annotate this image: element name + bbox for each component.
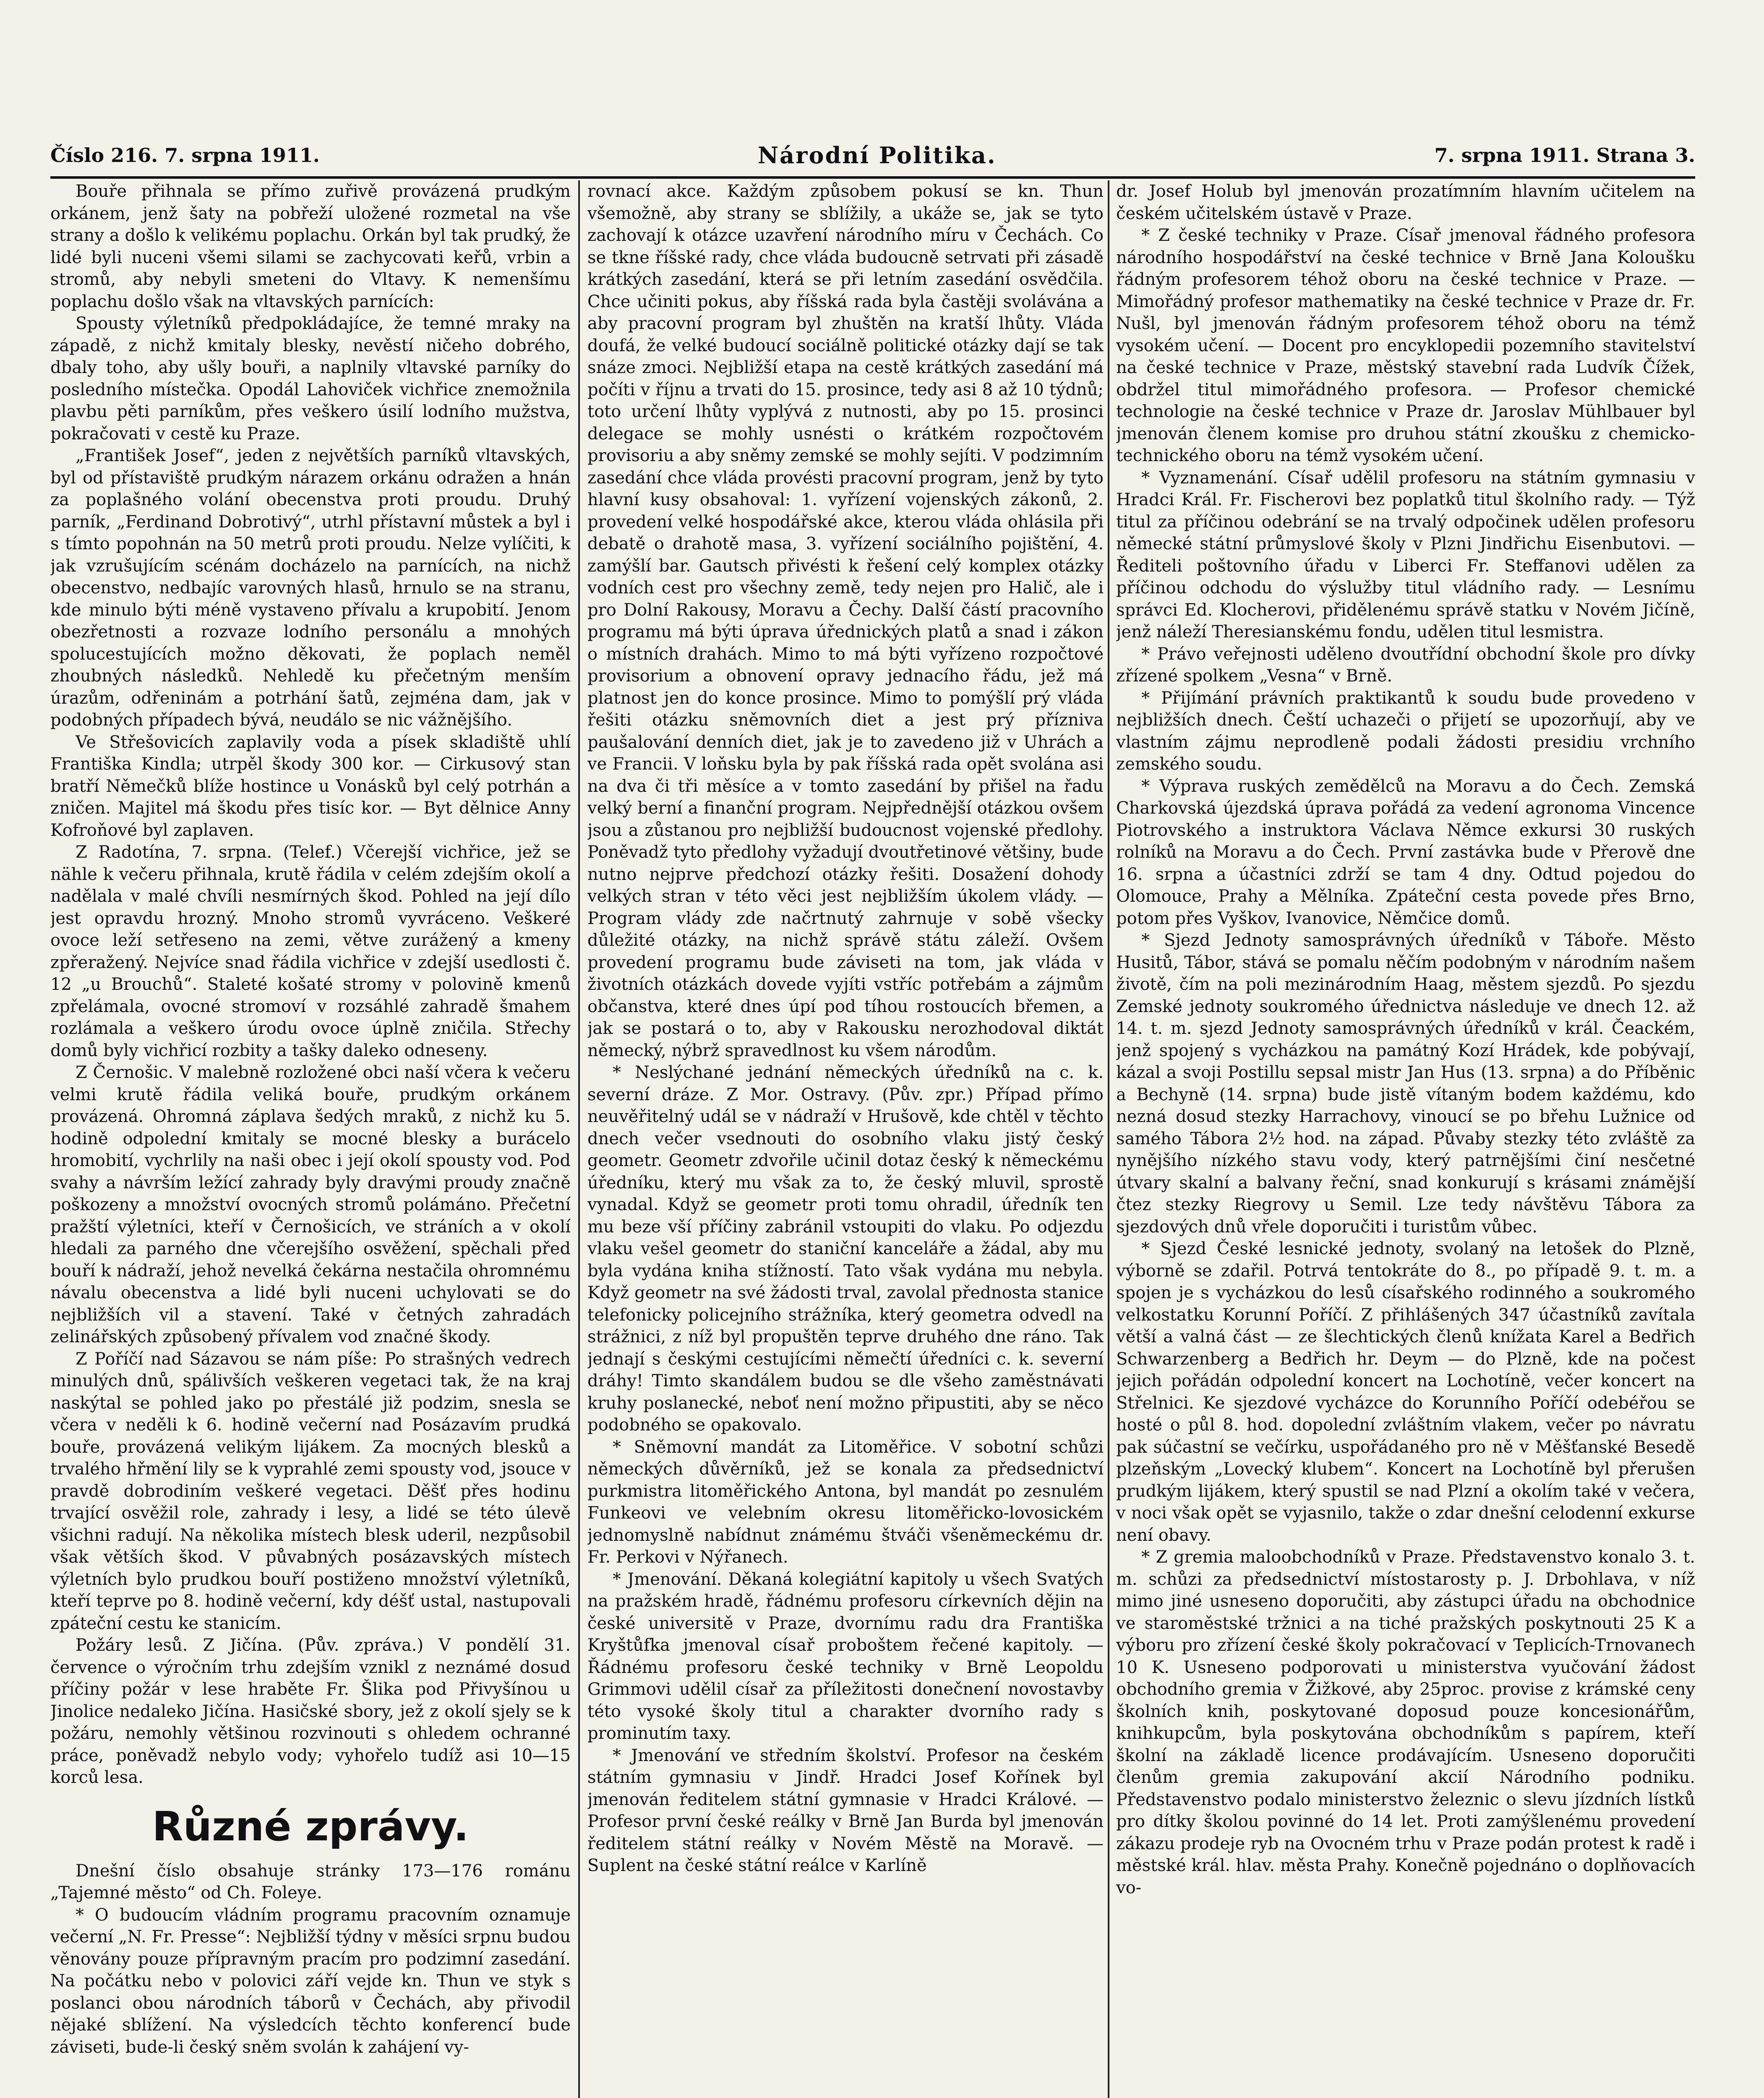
article-paragraph: * Z gremia maloobchodníků v Praze. Představenstvo konalo 3. t. m. schůzi za předsednictví místostarosty p. J. Drbohlava, v níž mimo jiné usneseno doporučiti, aby zástupci úřadu na obchodnice ve staroměstské tržnici a na tiché pražských poskytnouti 25 K a výboru pro zřízení české školy pokračovací v Teplicích-Trnovanech 10 K. Usneseno podporovati u ministerstva vyučování žádost obchodního gremia v Žižkové, aby 25proc. provise z krámské ceny školních knih, poskytované doposud pouze koncesionářům, knihkupcům, byla poskytována obchodníkům s papírem, kteří školní na základě licence prodávajícím. Usneseno doporučiti členům gremia zakupování akcií Národního podniku. Představenstvo podalo ministerstvo železnic o slevu jízdních lístků pro dítky školou povinné do 14 let. Proti zamýšlenému provedení zákazu prodeje ryb na Ovocném trhu v Praze podán protest k radě i městské král. hlav. města Prahy. Konečně pojednáno o doplňovacích vo- bbox=[1116, 1547, 1695, 1897]
article-paragraph: * Jmenování ve středním školství. Profesor na českém státním gymnasiu v Jindř. Hradci Josef Kořínek byl jmenován ředitelem státní gymnasie v Hradci Králové. — Profesor první české reálky v Brně Jan Burda byl jmenován ředitelem státní reálky v Novém Městě na Moravě. — Suplent na české státní reálce v Karlíně bbox=[587, 1746, 1104, 1875]
article-paragraph: * O budoucím vládním programu pracovním oznamuje večerní „N. Fr. Presse“: Nejbližší týdny v měsíci srpnu budou věnovány pouze přípravným pracím pro podzimní zasedání. Na počátku nebo v polovici září vejde kn. Thun ve styk s poslanci obou národních táborů v Čechách, aby přivodil nějaké sblížení. Na výsledcích těchto konferencí bude záviseti, bude-li český sněm svolán k zahájení vy- bbox=[50, 1905, 571, 2057]
section-title: Různé zprávy. bbox=[152, 1803, 469, 1850]
masthead: Národní Politika. bbox=[757, 142, 997, 169]
article-paragraph: * Neslýchané jednání německých úředníků na c. k. severní dráze. Z Mor. Ostravy. (Pův. zpr.) Případ přímo neuvěřitelný udál se v nádraží v Hrušově, kde chtěl v těchto dnech večer vsednouti do osobního vlaku jistý český geometr. Geometr zdvořile učinil dotaz český k německému úředníku, který mu však za to, že český mluvil, sprostě vynadal. Když se geometr proti tomu ohradil, úředník ten mu beze vší příčiny zabránil vstoupiti do vlaku. Po odjezdu vlaku vešel geometr do staniční kanceláře a žádal, aby mu byla vydána kniha stížností. Tato však vydána mu nebyla. Když geometr na své žádosti trval, zavolal přednosta stanice telefonicky policejního strážníka, který geometra odvedl na strážnici, z níž byl propuštěn teprve druhého dne ráno. Tak jednají s českými cestujícími němečtí úředníci c. k. severní dráhy! Timto skandálem budou se dle všeho zaměstnávati kruhy poslanecké, neboť není možno připustiti, aby se něco podobného se opakovalo. bbox=[587, 1063, 1104, 1435]
article-paragraph: Ve Střešovicích zaplavily voda a písek skladiště uhlí Františka Kindla; utrpěl škody 300 kor. — Cirkusový stan bratří Němečků blíže hostince u Vonásků byl celý potrhán a zničen. Majitel má škodu přes tisíc kor. — Byt dělnice Anny Kofroňové byl zaplaven. bbox=[50, 732, 571, 840]
column-3 bbox=[1116, 180, 1695, 2098]
page-header bbox=[50, 138, 1695, 172]
article-paragraph: Dnešní číslo obsahuje stránky 173—176 románu „Tajemné město“ od Ch. Foleye. bbox=[50, 1861, 571, 1902]
article-paragraph: rovnací akce. Každým způsobem pokusí se kn. Thun všemožně, aby strany se sblížily, a ukáže se, jak se tyto zachovají k otázce uzavření národního míru v Čechách. Co se tkne říšské rady, chce vláda budoucně setrvati při zásadě krátkých zasedání, která se při letním zasedání osvědčila. Chce učiniti pokus, aby říšská rada byla častěji svolávána a aby pracovní program byl zhuštěn na kratší lhůty. Vláda doufá, že velké budoucí sociálně politické otázky dají se tak snáze zmoci. Nejbližší etapa na cestě krátkých zasedání má počíti v říjnu a trvati do 15. prosince, tedy asi 8 až 10 týdnů; toto určení lhůty vyplývá z nutnosti, aby po 15. prosinci delegace se mohly usnésti o krátkém rozpočtovém provisoriu a aby sněmy zemské se mohly sejíti. V podzimním zasedání chce vláda provésti pracovní program, jenž by tyto hlavní kusy obsahoval: 1. vyřízení vojenských zákonů, 2. provedení velké hospodářské akce, kterou vláda ohlásila při debatě o drahotě masa, 3. vyřízení sociálního pojištění, 4. zamýšlí bar. Gautsch přivésti k řešení celý komplex otázky vodních cest pro všechny země, tedy nejen pro Halič, ale i pro Dolní Rakousy, Moravu a Čechy. Další částí pracovního programu má býti úprava úřednických platů a snad i zákon o místních drahách. Mimo to má býti vyřízeno rozpočtové provisorium a obnovení opravy jednacího řádu, jež má platnost jen do konce prosince. Mimo to pomýšlí prý vláda řešiti otázku sněmovních diet a jest prý příznivа paušalování denních diet, jak je to zavedeno již v Uhrách a ve Francii. V loňsku byla by pak říšská rada opět svolána asi na dva či tři měsíce a v tomto zasedání by přišel na řadu velký berní a finanční program. Nejpřednější otázkou ovšem jsou a zůstanou pro nejbližší budoucnost vojenské předlohy. Poněvadž tyto předlohy vyžadují dvoutřetinové většiny, bude nutno nejprve předchozí otázky řešiti. Dosažení dohody velkých stran v této věci jest nejbližším úkolem vlády. — Program vlády zde načrtnutý zahrnuje v sobě všecky důležité otázky, na nichž správě státu záleží. Ovšem provedení programu bude záviseti na tom, jak vláda v životních otázkách dovede vyjíti vstříc potřebám a zájmům občanstva, které dnes úpí pod tíhou rostoucích břemen, a jak se postará o to, aby v Rakousku nerozhodoval diktát německý, nýbrž spravedlnost ku všem národům. bbox=[587, 182, 1104, 1060]
article-paragraph: * Z české techniky v Praze. Císař jmenoval řádného profesora národního hospodářství na české technice v Brně Jana Koloušku řádným profesorem téhož oboru na české technice v Praze. — Mimořádný profesor mathematiky na české technice v Praze dr. Fr. Nušl, byl jmenován řádným profesorem téhož oboru na témž vysokém učení. — Docent pro encyklopedii pozemního stavitelství na české technice v Praze, městský stavební rada Ludvík Čížek, obdržel titul mimořádného profesora. — Profesor chemické technologie na české technice v Praze dr. Jaroslav Mühlbauer byl jmenován členem komise pro druhou státní zkoušku z chemicko-technického oboru na témž vysokém učení. bbox=[1116, 226, 1695, 465]
column-1 bbox=[50, 180, 571, 2098]
article-paragraph: „František Josef“, jeden z největších parníků vltavských, byl od přístaviště prudkým nárazem orkánu odražen a hnán za poplašného volání obecenstva proti proudu. Druhý parník, „Ferdinand Dobrotivý“, utrhl přístavní můstek a byl i s tímto popohnán na 50 metrů proti proudu. Nelze vylíčiti, k jak vzrušujícím scénám docházelo na parnících, na nichž obecenstvo, nedbajíc varovných hlasů, hrnulo se na stranu, kde minulo býti méně vystaveno přívalu a krupobití. Jenom obezřetnosti a rozvaze lodního personálu a mnohých spolucestujících možno děkovati, že poplach neměl zhoubných následků. Nehledě ku přečetným menším úrazům, odřeninám a potrhání šatů, zejména dam, jak v podobných případech bývá, neudálo se nic vážnějšího. bbox=[50, 446, 571, 730]
article-paragraph: * Sjezd Jednoty samosprávných úředníků v Táboře. Město Husitů, Tábor, stává se pomalu něčím podobným v národním našem životě, čím na poli mezinárodním Haag, městem sjezdů. Po sjezdu Zemské jednoty soukromého úřednictva následuje ve dnech 12. až 14. t. m. sjezd Jednoty samosprávných úředníků v král. Čeackém, jenž spojený s vycházkou na památný Kozí Hrádek, kde pobývají, kázal a svoji Postillu sepsal mistr Jan Hus (13. srpna) a do Příběnic a Bechyně (14. srpna) bude jistě vítaným bodem každému, kdo nezná dosud stezky Harrachovy, vinoucí se po břehu Lužnice od samého Tábora 2½ hod. na západ. Půvaby stezky této zvláště za nynějšího nízkého stavu vody, který patrnějšími činí nesčetné útvary skalní a balvany řeční, snad konkurují s krásami známější čtez stezky Riegrovy u Semil. Lze tedy návštěvu Tábora za sjezdových dnů vřele doporučiti i turistům vůbec. bbox=[1116, 931, 1695, 1237]
issue-number: Číslo 216. 7. srpna 1911. bbox=[50, 144, 320, 167]
article-paragraph: Z Poříčí nad Sázavou se nám píše: Po strašných vedrech minulých dnů, spálivších veškeren vegetaci tak, že na kraj naskýtal se pohled jako po přestálé již podzim, snesla se včera v neděli k 6. hodině večerní nad Posázavím prudká bouře, provázená velikým lijákem. Za mocných blesků a trvalého hřmění lily se k vyprahlé zemi spousty vod, jsouce v pravdě dobrodiním veškeré vegetaci. Děšť přes hodinu trvající osvěžil role, zahrady i lesy, a lidé se této úlevě všichni radují. Na několika místech blesk uderil, nezpůsobil však větších škod. V půvabných posázavských místech výletních bylo prudkou bouří postiženo množství výletníků, kteří teprve po 8. hodině večerní, kdy déšť ustal, nastupovali zpáteční cestu ke stanicím. bbox=[50, 1349, 571, 1633]
article-paragraph: dr. Josef Holub byl jmenován prozatímním hlavním učitelem na českém učitelském ústavě v Praze. bbox=[1116, 182, 1695, 223]
article-paragraph: * Sněmovní mandát za Litoměřice. V sobotní schůzi německých důvěrníků, jež se konala za předsednictví purkmistra litoměřického Antona, byl mandát po zesnulém Funkeovi ve velebním okresu litoměřicko-lovosickém jednomyslně nabídnut známému štváči všeněmeckému dr. Fr. Perkovi v Nýřanech. bbox=[587, 1437, 1104, 1567]
article-paragraph: Požáry lesů. Z Jičína. (Pův. zpráva.) V pondělí 31. července o výročním trhu zdejším vznikl z neznámé dosud příčiny požár v lese hraběte Fr. Šlika pod Přivyšínou u Jinolice nedaleko Jičína. Hasičské sbory, jež z okolí sjely se k požáru, nemohly většinou rozvinouti s ohledem ochranné práce, poněvadž nebylo vody; vyhořelo tudíž asi 10—15 korců lesa. bbox=[50, 1636, 571, 1787]
article-paragraph: * Výprava ruských zemědělců na Moravu a do Čech. Zemská Charkovská újezdská úprava pořádá za vedení agronoma Vincence Piotrovského a instruktora Václava Němce exkursi 30 ruských rolníků na Moravu a do Čech. První zastávka bude v Přerově dne 16. srpna a účastníci zdrží se tam 4 dny. Odtud pojedou do Olomouce, Prahy a Mělníka. Zpáteční cesta povede přes Brno, potom přes Vyškov, Ivanovice, Němčice domů. bbox=[1116, 776, 1695, 928]
article-paragraph: * Jmenování. Děkaná kolegiátní kapitoly u všech Svatých na pražském hradě, řádnému profesoru církevních dějin na české universitě v Praze, dvornímu radu dra Františka Kryštůfka jmenoval císař proboštem řečené kapitoly. — Řádnému profesoru české techniky v Brně Leopoldu Grimmovi udělil císař za příležitosti donečnení novostavby této vysoké školy titul a charakter dvorního rady s prominutím taxy. bbox=[587, 1569, 1104, 1743]
article-paragraph: Spousty výletníků předpokládajíce, že temné mraky na západě, z nichž kmitaly blesky, nevěstí ničeho dobrého, dbaly toho, aby ušly bouři, a naplnily vltavské parníky do posledního místečka. Opodál Lahoviček vichřice znemožnila plavbu pěti parníkům, přes veškero úsilí lodního mužstva, pokračovati v cestě ku Praze. bbox=[50, 314, 571, 444]
article-paragraph: * Právo veřejnosti uděleno dvoutřídní obchodní škole pro dívky zřízené spolkem „Vesna“ v Brně. bbox=[1116, 644, 1695, 686]
column-2 bbox=[587, 180, 1104, 2098]
column-divider bbox=[578, 180, 580, 2098]
article-paragraph: * Přijímání právních praktikantů k soudu bude provedeno v nejbližších dnech. Čeští uchazeči o přijetí se upozorňují, aby ve vlastním zájmu neprodleně podali žádosti presidiu vrchního zemského soudu. bbox=[1116, 688, 1695, 774]
article-paragraph: Bouře přihnala se přímo zuřivě provázená prudkým orkánem, jenž šaty na pobřeží uložené rozmetal na vše strany a došlo k velikému poplachu. Orkán byl tak prudký, že lidé byli nuceni všemi silami se zachycovati keřů, vrbin a stromů, aby nebyli smeteni do Vltavy. K nemenšímu poplachu došlo však na vltavských parnících: bbox=[50, 182, 571, 311]
date-page: 7. srpna 1911. Strana 3. bbox=[1434, 144, 1695, 167]
article-paragraph: Z Radotína, 7. srpna. (Telef.) Včerejší vichřice, jež se nähle k večeru přihnala, krutě řádila v celém zdejším okolí a nadělala v malé chvíli nesmírných škod. Pohled na její dílo jest opravdu hrozný. Mnoho stromů vyvráceno. Veškeré ovoce leží setřeseno na zemi, větve zurážený a kmeny zpřeražený. Nejvíce snad řádila vichřice v zdejší usedlosti č. 12 „u Brouchů“. Staleté košaté stromy v polovině kmenů zpřelámala, ovocné stromoví v rozsáhlé zahradě šmahem rozlámala a veškero úrodu ovoce úplně zničila. Střechy domů byly vichřicí rozbity a tašky daleko odneseny. bbox=[50, 843, 571, 1060]
article-paragraph: * Vyznamenání. Císař udělil profesoru na státním gymnasiu v Hradci Král. Fr. Fischerovi bez poplatků titul školního rady. — Týž titul za příčinou odebrání se na trvalý odpočinek udělen profesoru německé státní průmyslové školy v Plzni Jindřichu Eisenbutovi. — Řediteli poštovního úřadu v Liberci Fr. Steffanovi udělen za příčinou odchodu do výslužby titul vládního rady. — Lesnímu správci Ed. Klocherovi, přidělenému správě statku v Novém Jičíně, jenž náleží Theresianskému fondu, udělen titul lesmistra. bbox=[1116, 468, 1695, 642]
article-paragraph: * Sjezd České lesnické jednoty, svolaný na letošek do Plzně, výborně se zdařil. Potrvá tentokráte do 8., po případě 9. t. m. a spojen je s vycházkou do lesů císařského rodinného a soukromého velkostatku Korunní Poříčí. Z přihlášených 347 účastníků zavítala větší a valná část — ze šlechtických členů knížata Karel a Bedřich Schwarzenberg a Bedřich hr. Deym — do Plzně, kde na počest jejich pořádán odpolední koncert na Lochotíně, večer koncert na Střelnici. Ke sjezdové vycházce do Korunního Poříčí odebéřou se hosté o půl 8. hod. dopolední zvláštním vlakem, večer po návratu pak súčastní se večírku, uspořádaného pro ně v Měšťanské Besedě plzeňským „Lovecký klubem“. Koncert na Lochotíně byl přerušen prudkým lijákem, který spustil se nad Plzní a okolím také v večera, v noci však opět se vyjasnilo, takže o zdar dnešní celodenní exkurse není obavy. bbox=[1116, 1239, 1695, 1545]
article-paragraph: Z Černošic. V malebně rozložené obci naší včera k večeru velmi krutě řádila veliká bouře, prudkým orkánem provázená. Ohromná záplava šedých mraků, z nichž ku 5. hodině odpolední kmitaly se mocné blesky a burácelo hromobití, vychrlily na naši obec i její okolí spousty vod. Pod svahy a návrším ležící zahrady byly dravými proudy značně poškozeny a množství ovocných stromů polámáno. Přečetní pražští výletníci, kteří v Černošicích, ve stráních a v okolí hledali za parného dne včerejšího osvěžení, spěchali před bouří k nádraží, jehož nevelká čekárna nestačila ohromnému návalu obecenstva a lidé byli nuceni uchylovati se do nejbližších vil a stavení. Také v četných zahradách zelinářských způsobený přívalem vod značné škody. bbox=[50, 1063, 571, 1346]
header-rule bbox=[50, 176, 1695, 179]
column-divider bbox=[1108, 180, 1109, 2098]
